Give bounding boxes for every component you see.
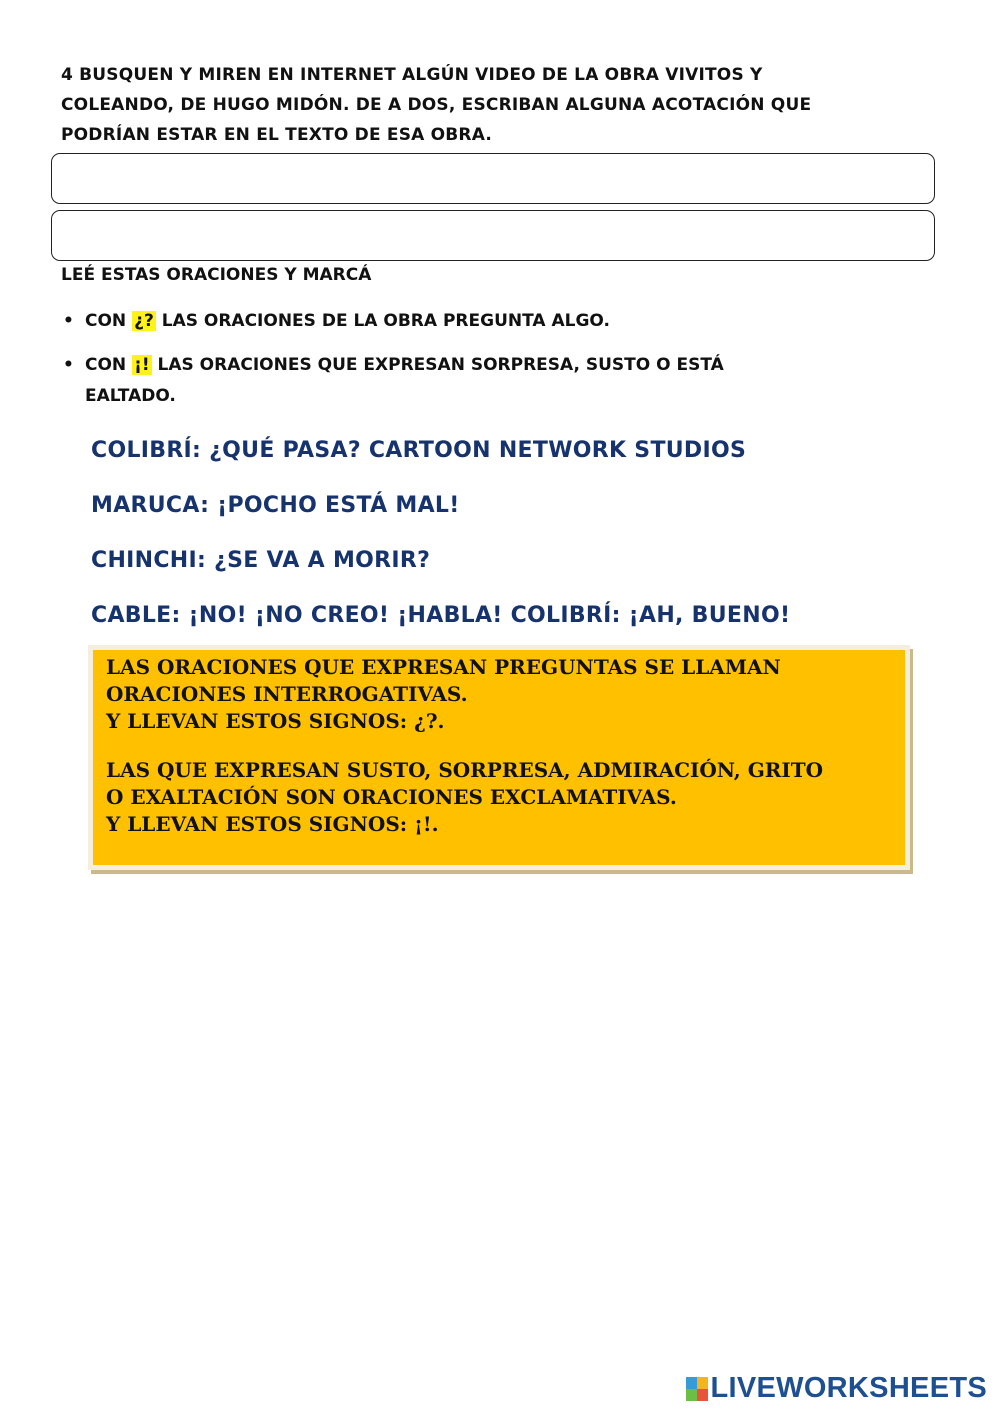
bullet-prefix: CON bbox=[85, 355, 133, 375]
list-item-exclamation bbox=[61, 350, 881, 412]
answer-field-2[interactable] bbox=[51, 210, 935, 261]
grammar-info-box bbox=[88, 645, 910, 870]
brand-name: LIVEWORKSHEETS bbox=[710, 1372, 987, 1404]
exclamative-explanation bbox=[106, 757, 891, 838]
bullet-text-continued: EALTADO. bbox=[85, 386, 176, 406]
list-item-question bbox=[61, 306, 881, 337]
interrogative-explanation bbox=[106, 654, 891, 735]
info-line: LAS ORACIONES QUE EXPRESAN PREGUNTAS SE LLAMAN bbox=[106, 655, 781, 679]
dialog-line-4[interactable]: CABLE: ¡NO! ¡NO CREO! ¡HABLA! COLIBRÍ: ¡AH, BUENO! bbox=[91, 603, 791, 628]
bullet-text: LAS ORACIONES QUE EXPRESAN SORPRESA, SUSTO O ESTÁ bbox=[151, 355, 724, 375]
exclamation-signs-highlight: ¡! bbox=[134, 355, 150, 375]
dialog-line-3[interactable]: CHINCHI: ¿SE VA A MORIR? bbox=[91, 548, 431, 573]
info-line: ORACIONES INTERROGATIVAS. bbox=[106, 682, 468, 706]
info-line: O EXALTACIÓN SON ORACIONES EXCLAMATIVAS. bbox=[106, 785, 677, 809]
brand-logo bbox=[686, 1372, 988, 1405]
dialog-line-1[interactable]: COLIBRÍ: ¿QUÉ PASA? CARTOON NETWORK STUDIOS bbox=[91, 438, 747, 463]
instructions-line-3: PODRÍAN ESTAR EN EL TEXTO DE ESA OBRA. bbox=[61, 125, 493, 145]
question-signs-highlight: ¿? bbox=[134, 311, 154, 331]
info-line: Y LLEVAN ESTOS SIGNOS: ¿?. bbox=[106, 709, 445, 733]
info-line: Y LLEVAN ESTOS SIGNOS: ¡!. bbox=[106, 812, 439, 836]
instruction-list bbox=[61, 306, 881, 425]
section-heading: LEÉ ESTAS ORACIONES Y MARCÁ bbox=[61, 265, 372, 285]
liveworksheets-logo-icon bbox=[686, 1377, 708, 1401]
answer-input-1[interactable] bbox=[52, 154, 934, 203]
answer-field-1[interactable] bbox=[51, 153, 935, 204]
bullet-icon: • bbox=[63, 311, 74, 331]
bullet-icon: • bbox=[63, 355, 74, 375]
answer-input-2[interactable] bbox=[52, 211, 934, 260]
dialog-line-2[interactable]: MARUCA: ¡POCHO ESTÁ MAL! bbox=[91, 493, 460, 518]
bullet-text: LAS ORACIONES DE LA OBRA PREGUNTA ALGO. bbox=[155, 311, 610, 331]
exercise-instructions bbox=[61, 60, 911, 150]
bullet-prefix: CON bbox=[85, 311, 133, 331]
instructions-line-2: COLEANDO, DE HUGO MIDÓN. DE A DOS, ESCRIBAN ALGUNA ACOTACIÓN QUE bbox=[61, 95, 812, 115]
info-line: LAS QUE EXPRESAN SUSTO, SORPRESA, ADMIRACIÓN, GRITO bbox=[106, 758, 824, 782]
instructions-line-1: 4 BUSQUEN Y MIREN EN INTERNET ALGÚN VIDEO DE LA OBRA VIVITOS Y bbox=[61, 65, 763, 85]
